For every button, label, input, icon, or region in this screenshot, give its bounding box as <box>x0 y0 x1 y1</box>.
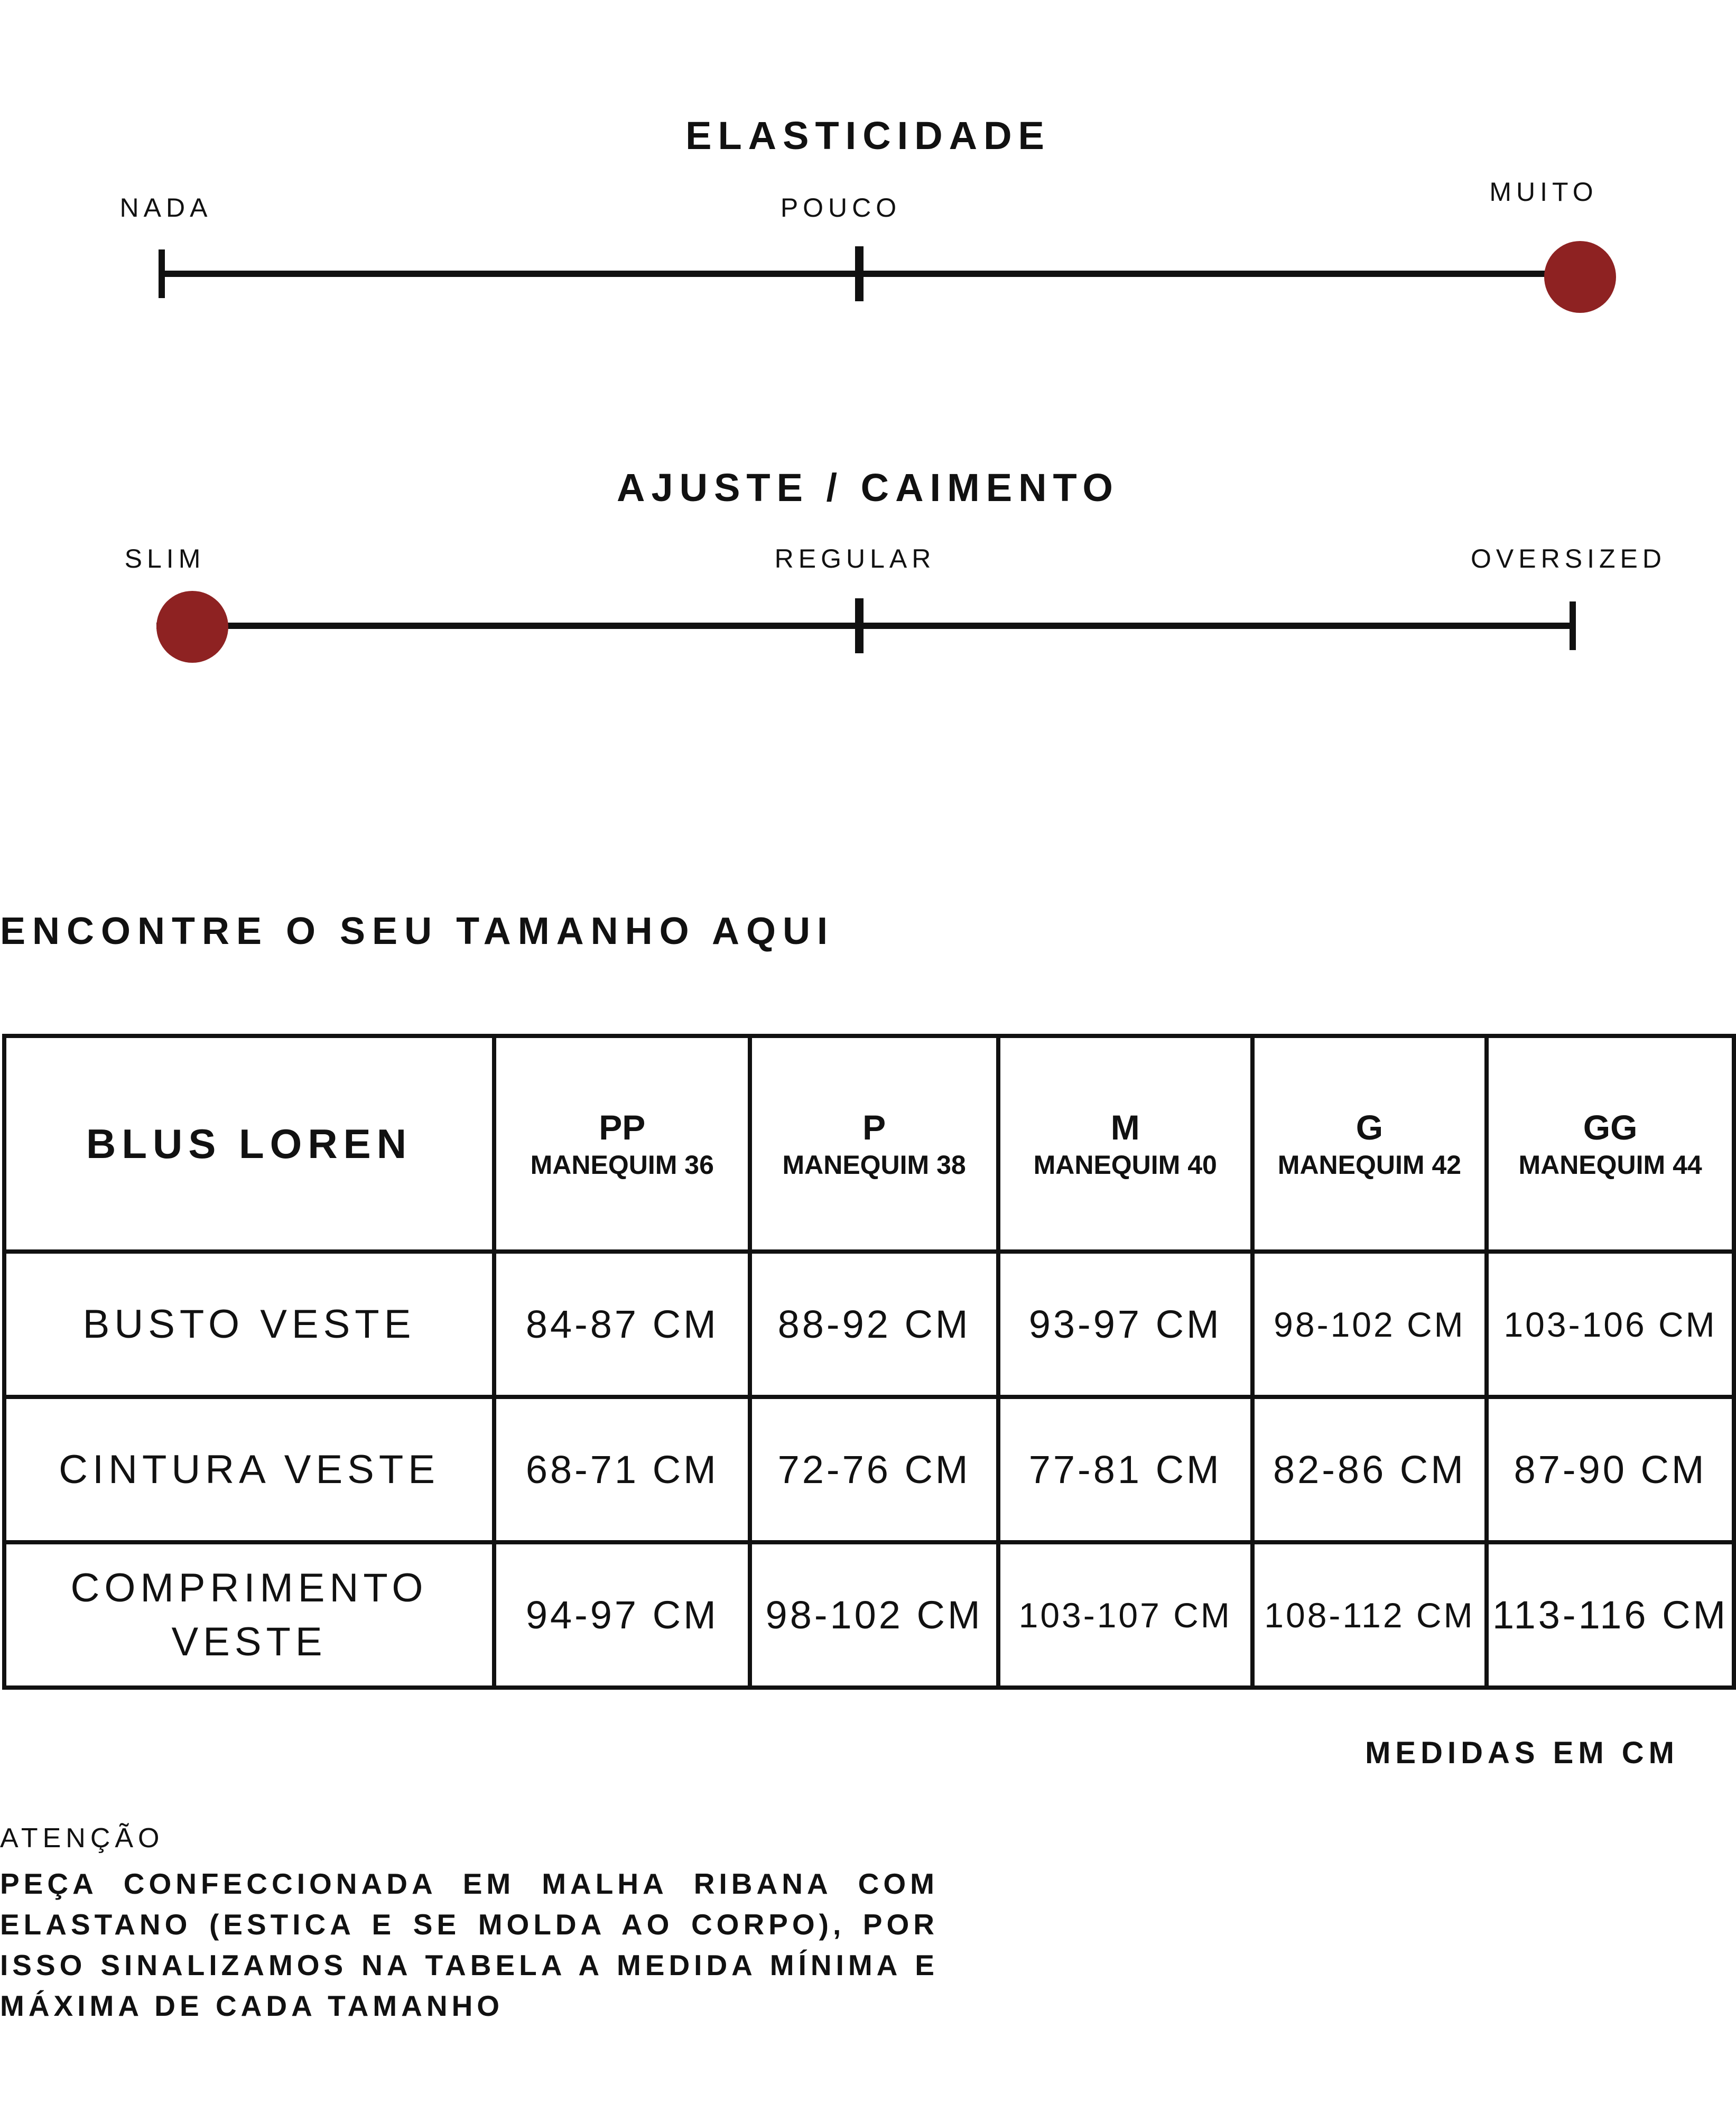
row-label: COMPRIMENTO VESTE <box>4 1542 494 1688</box>
measure-cell: 94-97 CM <box>494 1542 750 1688</box>
size-table <box>2 1034 1736 1690</box>
measure-cell: 108-112 CM <box>1252 1542 1487 1688</box>
elasticity-title: ELASTICIDADE <box>685 114 1051 158</box>
fit-label-slim: SLIM <box>124 544 206 573</box>
fit-label-oversized: OVERSIZED <box>1471 544 1666 573</box>
size-code: PP <box>599 1108 646 1147</box>
row-label: CINTURA VESTE <box>4 1397 494 1542</box>
fit-marker <box>156 591 228 663</box>
fit-tick-middle <box>855 598 864 653</box>
measure-cell: 68-71 CM <box>494 1397 750 1542</box>
fit-tick-end <box>1570 601 1576 650</box>
size-mannequin: MANEQUIM 42 <box>1277 1150 1462 1180</box>
measure-cell: 98-102 CM <box>750 1542 998 1688</box>
size-code: M <box>1110 1108 1140 1147</box>
measure-cell: 84-87 CM <box>494 1252 750 1397</box>
fit-label-regular: REGULAR <box>774 544 936 573</box>
measure-cell: 87-90 CM <box>1487 1397 1734 1542</box>
attention-title: ATENÇÃO <box>0 1823 164 1854</box>
elasticity-label-pouco: POUCO <box>780 193 902 223</box>
elasticity-label-nada: NADA <box>119 193 212 223</box>
product-name: BLUS LOREN <box>86 1120 413 1167</box>
elasticity-marker <box>1544 241 1616 313</box>
measure-cell: 77-81 CM <box>998 1397 1252 1542</box>
elasticity-tick-middle <box>855 246 864 301</box>
size-code: GG <box>1583 1108 1638 1147</box>
table-row <box>4 1397 1734 1542</box>
table-header-size <box>1252 1036 1487 1252</box>
table-header-size <box>750 1036 998 1252</box>
measure-cell: 113-116 CM <box>1487 1542 1734 1688</box>
fit-title: AJUSTE / CAIMENTO <box>617 466 1119 510</box>
measure-cell: 72-76 CM <box>750 1397 998 1542</box>
table-header-size <box>998 1036 1252 1252</box>
table-header-size <box>494 1036 750 1252</box>
size-section-title: ENCONTRE O SEU TAMANHO AQUI <box>0 910 835 952</box>
size-mannequin: MANEQUIM 38 <box>782 1150 966 1180</box>
measure-cell: 103-106 CM <box>1487 1252 1734 1397</box>
elasticity-label-muito: MUITO <box>1489 177 1598 207</box>
measure-cell: 93-97 CM <box>998 1252 1252 1397</box>
measure-cell: 82-86 CM <box>1252 1397 1487 1542</box>
measure-cell: 103-107 CM <box>998 1542 1252 1688</box>
size-mannequin: MANEQUIM 44 <box>1518 1150 1702 1180</box>
size-code: P <box>862 1108 886 1147</box>
elasticity-scale-line <box>162 271 1575 277</box>
row-label: BUSTO VESTE <box>4 1252 494 1397</box>
table-header-product <box>4 1036 494 1252</box>
elasticity-tick-start <box>159 249 165 298</box>
measure-cell: 98-102 CM <box>1252 1252 1487 1397</box>
attention-text: PEÇA CONFECCIONADA EM MALHA RIBANA COM ELASTANO (ESTICA E SE MOLDA AO CORPO), POR ISSO SINALIZAMOS NA TABELA A MEDIDA MÍNIMA E MÁXIMA DE CADA TAMANHO <box>0 1867 939 2022</box>
measure-cell: 88-92 CM <box>750 1252 998 1397</box>
size-code: G <box>1356 1108 1384 1147</box>
table-header-size <box>1487 1036 1734 1252</box>
fit-scale-line <box>156 623 1575 629</box>
table-row <box>4 1252 1734 1397</box>
size-mannequin: MANEQUIM 40 <box>1033 1150 1217 1180</box>
units-note: MEDIDAS EM CM <box>1365 1736 1679 1770</box>
table-header-row <box>4 1036 1734 1252</box>
size-mannequin: MANEQUIM 36 <box>530 1150 714 1180</box>
table-row <box>4 1542 1734 1688</box>
